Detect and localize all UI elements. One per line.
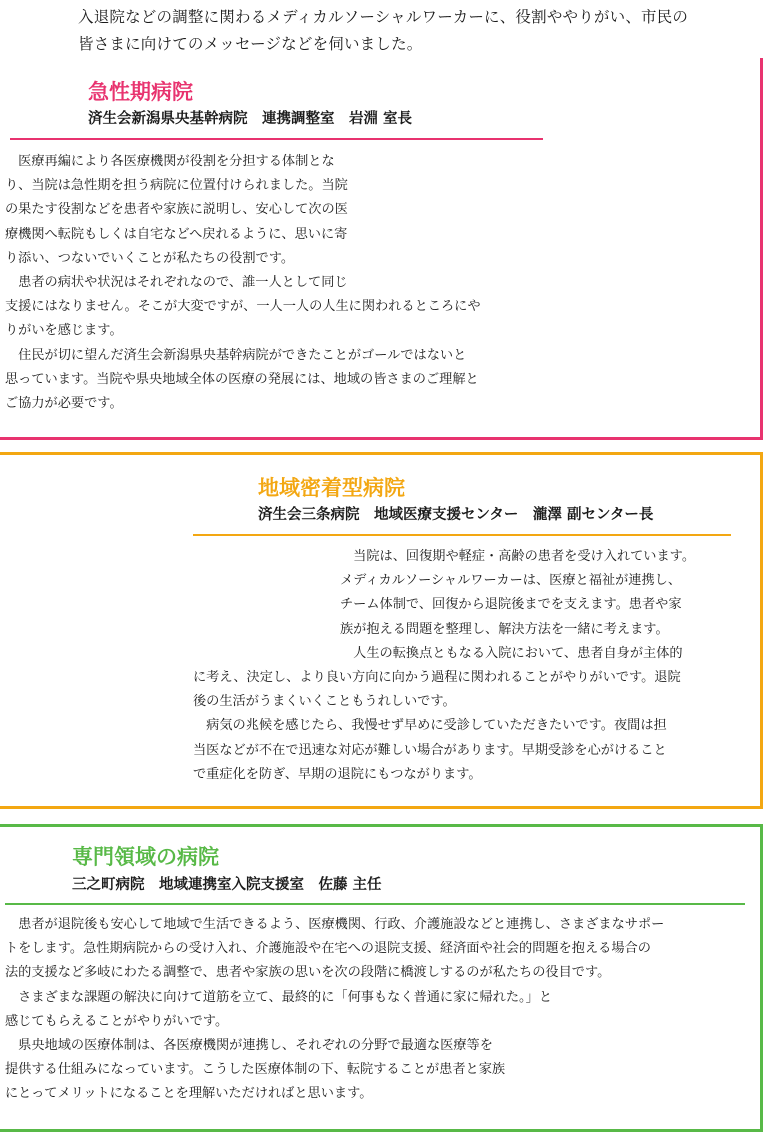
body-line: り、当院は急性期を担う病院に位置付けられました。当院: [5, 178, 348, 194]
body-line: 人生の転換点ともなる入院において、患者自身が主体的: [340, 645, 683, 661]
community-hospital-heading: 地域密着型病院: [258, 476, 405, 500]
acute-hospital-heading: 急性期病院: [88, 80, 193, 104]
acute-hospital-rule: [10, 138, 543, 140]
specialty-hospital-subtitle: 三之町病院 地域連携室入院支援室 佐藤 主任: [72, 877, 382, 893]
body-line: 病気の兆候を感じたら、我慢せず早めに受診していただきたいです。夜間は担: [193, 718, 667, 734]
body-line: 感じてもらえることがやりがいです。: [5, 1013, 229, 1029]
community-hospital-rule: [193, 534, 731, 536]
specialty-hospital-rule: [5, 903, 745, 905]
body-line: の果たす役割などを患者や家族に説明し、安心して次の医: [5, 202, 348, 218]
intro-line: 入退院などの調整に関わるメディカルソーシャルワーカーに、役割ややりがい、市民の: [78, 8, 689, 26]
body-line: で重症化を防ぎ、早期の退院にもつながります。: [193, 766, 482, 782]
specialty-hospital-body: [5, 913, 664, 1107]
body-line: にとってメリットになることを理解いただければと思います。: [5, 1086, 373, 1102]
body-line: 支援にはなりません。そこが大変ですが、一人一人の人生に関われるところにや: [5, 299, 481, 315]
body-line: 患者が退院後も安心して地域で生活できるよう、医療機関、行政、介護施設などと連携し、さまざまなサポー: [5, 917, 665, 932]
acute-hospital-subtitle: 済生会新潟県央基幹病院 連携調整室 岩淵 室長: [88, 111, 413, 127]
body-line: 住民が切に望んだ済生会新潟県央基幹病院ができたことがゴールではないと: [5, 347, 467, 363]
body-line: トをします。急性期病院からの受け入れ、介護施設や在宅への退院支援、経済面や社会的問題を抱える場合の: [5, 941, 651, 957]
body-line: 思っています。当院や県央地域全体の医療の発展には、地域の皆さまのご理解と: [5, 371, 479, 387]
acute-hospital-body: [5, 150, 481, 416]
body-line: さまざまな課題の解決に向けて道筋を立て、最終的に「何事もなく普通に家に帰れた。」と: [5, 989, 553, 1005]
community-hospital-subtitle: 済生会三条病院 地域医療支援センター 瀧澤 副センター長: [258, 507, 654, 523]
body-line: 後の生活がうまくいくこともうれしいです。: [193, 694, 456, 710]
body-line: に考え、決定し、より良い方向に向かう過程に関われることがやりがいです。退院: [193, 670, 681, 685]
body-line: 県央地域の医療体制は、各医療機関が連携し、それぞれの分野で最適な医療等を: [5, 1037, 493, 1053]
specialty-hospital-heading: 専門領域の病院: [72, 845, 219, 869]
intro-text: [78, 4, 765, 58]
body-line: 当医などが不在で迅速な対応が難しい場合があります。早期受診を心がけること: [193, 742, 667, 758]
body-line: りがいを感じます。: [5, 323, 123, 339]
body-line: 医療再編により各医療機関が役割を分担する体制とな: [5, 154, 335, 169]
body-line: メディカルソーシャルワーカーは、医療と福祉が連携し、: [340, 573, 682, 589]
body-line: 法的支援など多岐にわたる調整で、患者や家族の思いを次の段階に橋渡しするのが私たちの役目です。: [5, 965, 611, 981]
community-hospital-body-lower: [193, 666, 681, 787]
body-line: 療機関へ転院もしくは自宅などへ戻れるように、思いに寄: [5, 226, 348, 242]
intro-line: 皆さまに向けてのメッセージなどを伺いました。: [78, 35, 423, 53]
body-line: 患者の病状や状況はそれぞれなので、誰一人として同じ: [5, 274, 348, 290]
body-line: 族が抱える問題を整理し、解決方法を一緒に考えます。: [340, 621, 669, 637]
body-line: り添い、つないでいくことが私たちの役割です。: [5, 250, 295, 266]
body-line: 当院は、回復期や軽症・高齢の患者を受け入れています。: [340, 549, 696, 564]
community-hospital-body-upper: [340, 545, 695, 666]
body-line: ご協力が必要です。: [5, 395, 123, 411]
body-line: チーム体制で、回復から退院後までを支えます。患者や家: [340, 597, 682, 613]
body-line: 提供する仕組みになっています。こうした医療体制の下、転院することが患者と家族: [5, 1062, 506, 1078]
